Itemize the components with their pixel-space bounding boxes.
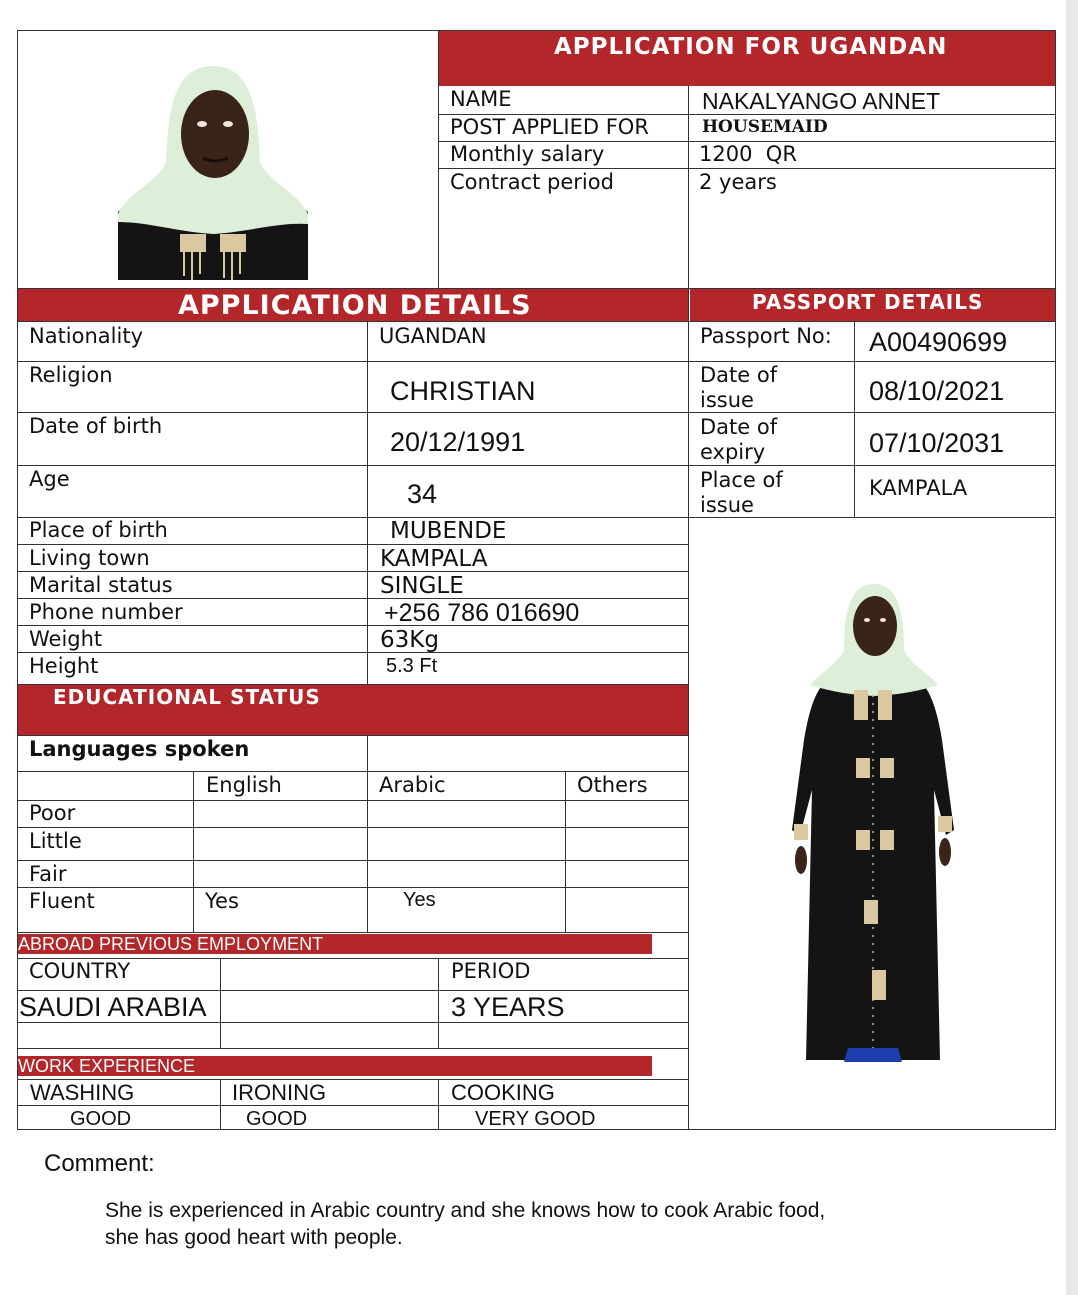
detail-label: Phone number [29, 600, 183, 624]
comment-line-2: she has good heart with people. [105, 1226, 403, 1249]
full-body-photo [792, 580, 954, 1070]
divider [17, 412, 1056, 413]
divider [17, 598, 688, 599]
detail-label: Age [29, 467, 70, 491]
detail-value: MUBENDE [390, 518, 507, 544]
level-label: Fluent [29, 889, 95, 913]
detail-value: CHRISTIAN [390, 376, 536, 406]
divider [17, 860, 688, 861]
divider [17, 1105, 688, 1106]
divider [17, 652, 688, 653]
skill-label: IRONING [232, 1080, 327, 1105]
divider [17, 625, 688, 626]
country-value: SAUDI ARABIA [19, 992, 207, 1022]
detail-label: Marital status [29, 573, 173, 597]
divider [17, 887, 688, 888]
detail-value: 63Kg [380, 627, 439, 653]
name-label: NAME [450, 87, 512, 111]
country-label: COUNTRY [29, 959, 131, 983]
fluent-arabic: Yes [403, 889, 436, 911]
period-label: PERIOD [451, 959, 531, 983]
detail-value: SINGLE [380, 573, 464, 599]
skill-label: WASHING [30, 1080, 135, 1105]
application-details-title: APPLICATION DETAILS [178, 290, 532, 321]
fluent-english: Yes [205, 889, 239, 913]
passport-label: Passport No: [700, 324, 832, 348]
divider [854, 321, 855, 518]
name-value: NAKALYANGO ANNET [702, 88, 941, 114]
educational-status-bar [18, 685, 688, 735]
passport-value: 08/10/2021 [869, 376, 1005, 406]
contract-value: 2 years [699, 170, 777, 194]
passport-label: Date of issue [700, 363, 778, 412]
divider [688, 517, 689, 1130]
detail-label: Height [29, 654, 99, 678]
portrait-photo [118, 62, 308, 280]
detail-label: Weight [29, 627, 103, 651]
detail-label: Nationality [29, 324, 144, 348]
period-value: 3 YEARS [451, 992, 565, 1022]
divider [17, 932, 688, 933]
divider [367, 321, 368, 684]
divider [17, 1022, 688, 1023]
divider [367, 735, 368, 932]
educational-status-title: EDUCATIONAL STATUS [53, 685, 321, 709]
passport-label: Date of expiry [700, 415, 778, 464]
salary-value: 1200 QR [699, 142, 797, 166]
detail-value: 5.3 Ft [386, 655, 438, 677]
divider [220, 958, 221, 1048]
languages-spoken-label: Languages spoken [29, 737, 250, 761]
passport-label: Place of issue [700, 468, 783, 517]
application-details-bar [18, 289, 688, 321]
comment-label: Comment: [44, 1150, 155, 1177]
passport-details-bar [690, 289, 1055, 321]
detail-value: +256 786 016690 [384, 599, 580, 627]
divider [565, 771, 566, 932]
divider [17, 517, 1056, 518]
detail-value: KAMPALA [380, 546, 488, 572]
post-label: POST APPLIED FOR [450, 115, 649, 139]
header-title-bar [439, 31, 1055, 86]
detail-label: Date of birth [29, 414, 163, 438]
passport-value: KAMPALA [869, 476, 968, 500]
column-arabic: Arabic [379, 773, 446, 797]
divider [17, 465, 1056, 466]
divider [17, 800, 688, 801]
divider [17, 990, 688, 991]
page-edge-shadow [1066, 0, 1078, 1295]
skill-rating: VERY GOOD [475, 1108, 596, 1130]
detail-label: Living town [29, 546, 150, 570]
divider [17, 571, 688, 572]
detail-value: 34 [407, 479, 438, 509]
skill-rating: GOOD [246, 1108, 308, 1130]
passport-details-title: PASSPORT DETAILS [752, 290, 984, 314]
detail-value: 20/12/1991 [390, 427, 526, 457]
divider [17, 321, 1056, 322]
detail-label: Place of birth [29, 518, 168, 542]
divider [688, 86, 689, 288]
divider [17, 361, 1056, 362]
detail-value: UGANDAN [379, 324, 487, 348]
skill-label: COOKING [451, 1080, 555, 1105]
abroad-employment-bar [18, 934, 652, 954]
divider [17, 544, 688, 545]
level-label: Poor [29, 801, 76, 825]
detail-label: Religion [29, 363, 113, 387]
column-others: Others [577, 773, 648, 797]
abroad-employment-title: ABROAD PREVIOUS EMPLOYMENT [18, 934, 324, 954]
divider [17, 827, 688, 828]
column-english: English [206, 773, 282, 797]
level-label: Fair [29, 862, 67, 886]
divider [688, 288, 689, 518]
skill-rating: GOOD [70, 1108, 132, 1130]
divider [17, 735, 688, 736]
divider [17, 1048, 688, 1049]
header-title: APPLICATION FOR UGANDAN [554, 34, 948, 60]
comment-line-1: She is experienced in Arabic country and she knows how to cook Arabic food, [105, 1199, 826, 1222]
divider [438, 958, 439, 1048]
passport-value: A00490699 [869, 327, 1008, 357]
level-label: Little [29, 829, 82, 853]
work-experience-title: WORK EXPERIENCE [18, 1056, 196, 1076]
post-value: HOUSEMAID [702, 117, 828, 137]
passport-value: 07/10/2031 [869, 428, 1005, 458]
salary-label: Monthly salary [450, 142, 605, 166]
divider [438, 168, 1056, 169]
divider [17, 771, 688, 772]
contract-label: Contract period [450, 170, 614, 194]
work-experience-bar [18, 1056, 652, 1076]
divider [193, 771, 194, 932]
